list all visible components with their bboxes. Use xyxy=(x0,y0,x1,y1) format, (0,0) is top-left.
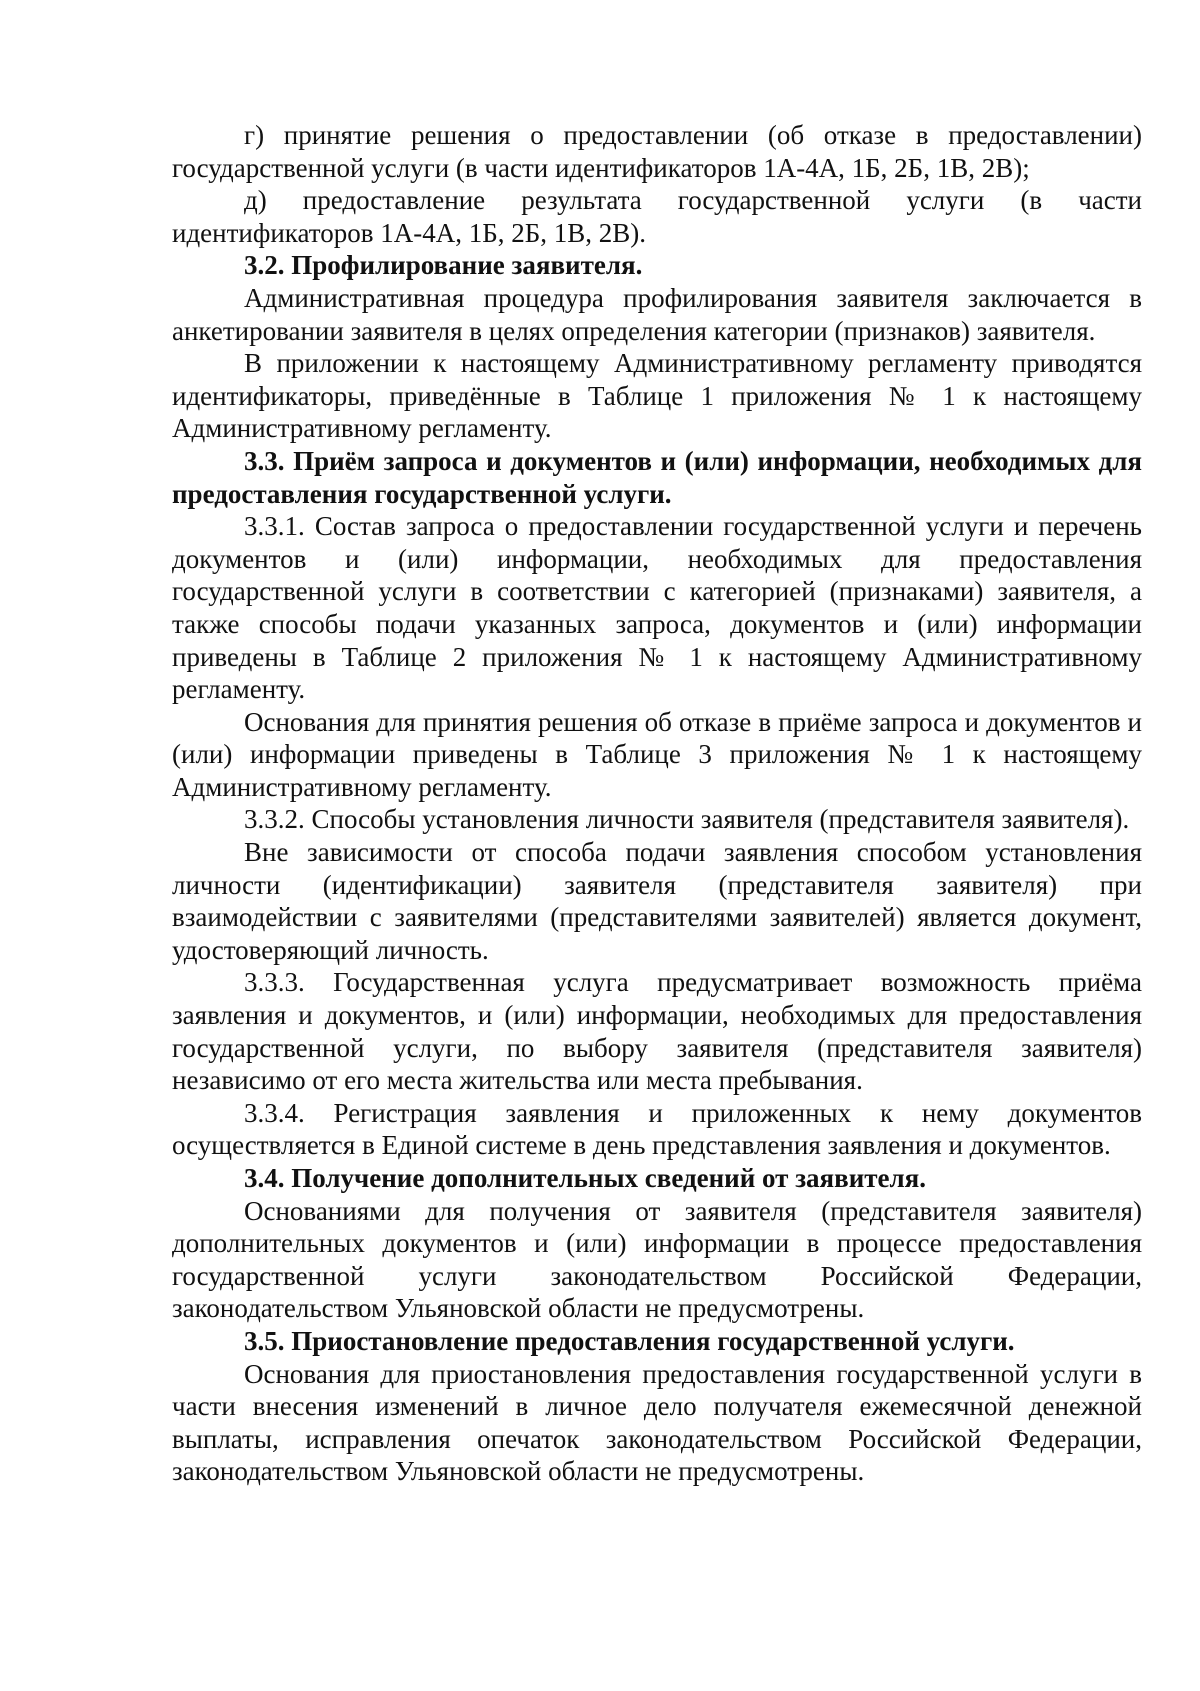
paragraph-item-g: г) принятие решения о предоставлении (об отказе в предоставлении) государственной услуги (в части идентификаторов 1А-4А, 1Б, 2Б, 1В, 2В); xyxy=(172,120,1142,183)
paragraph-identifiers: В приложении к настоящему Административному регламенту приводятся идентификаторы, приведённые в Таблице 1 приложения № 1 к настоящему Административному регламенту. xyxy=(172,348,1142,444)
section-heading-3-4: 3.4. Получение дополнительных сведений от заявителя. xyxy=(244,1163,927,1193)
paragraph-3-3-1: 3.3.1. Состав запроса о предоставлении государственной услуги и перечень документов и (или) информации, необходимых для предоставления государственной услуги в соответствии с категорией (признаками) заявителя, а также способы подачи указанных запроса, документов и (или) информации приведены в Таблице 2 приложения № 1 к настоящему Административному регламенту. xyxy=(172,511,1142,705)
paragraph-3-3-2: 3.3.2. Способы установления личности заявителя (представителя заявителя). xyxy=(244,804,1130,835)
paragraph-suspension-grounds: Основания для приостановления предоставления государственной услуги в части внесения изменений в личное дело получателя ежемесячной денежной выплаты, исправления опечаток законодательством Российской Федерации, законодательством Ульяновской области не предусмотрены. xyxy=(172,1358,1142,1487)
section-heading-3-2: 3.2. Профилирование заявителя. xyxy=(244,250,643,281)
paragraph-profiling-procedure: Административная процедура профилирования заявителя заключается в анкетировании заявителя в целях определения категории (признаков) заявителя. xyxy=(172,282,1142,346)
paragraph-item-d: д) предоставление результата государственной услуги (в части идентификаторов 1А-4А, 1Б, 2Б, 1В, 2В). xyxy=(172,185,1142,248)
paragraph-3-3-4: 3.3.4. Регистрация заявления и приложенных к нему документов осуществляется в Единой системе в день представления заявления и документов. xyxy=(172,1097,1142,1161)
paragraph-additional-info: Основаниями для получения от заявителя (представителя заявителя) дополнительных документов и (или) информации в процессе предоставления государственной услуги законодательством Российской Федерации, законодательством Ульяновской области не предусмотрены. xyxy=(172,1195,1142,1324)
paragraph-refusal-grounds: Основания для принятия решения об отказе в приёме запроса и документов и (или) информации приведены в Таблице 3 приложения № 1 к настоящему Административному регламенту. xyxy=(172,706,1142,802)
section-heading-3-5: 3.5. Приостановление предоставления государственной услуги. xyxy=(244,1325,1015,1356)
paragraph-3-3-3: 3.3.3. Государственная услуга предусматривает возможность приёма заявления и документов, и (или) информации, необходимых для предоставления государственной услуги, по выбору заявителя (представителя заявителя) независимо от его места жительства или места пребывания. xyxy=(172,967,1142,1096)
paragraph-identity-document: Вне зависимости от способа подачи заявления способом установления личности (идентификации) заявителя (представителя заявителя) при взаимодействии с заявителями (представителями заявителей) является документ, удостоверяющий личность. xyxy=(172,837,1142,965)
section-heading-3-3: 3.3. Приём запроса и документов и (или) информации, необходимых для предоставления государственной услуги. xyxy=(172,445,1142,509)
document-body xyxy=(172,119,1142,1488)
